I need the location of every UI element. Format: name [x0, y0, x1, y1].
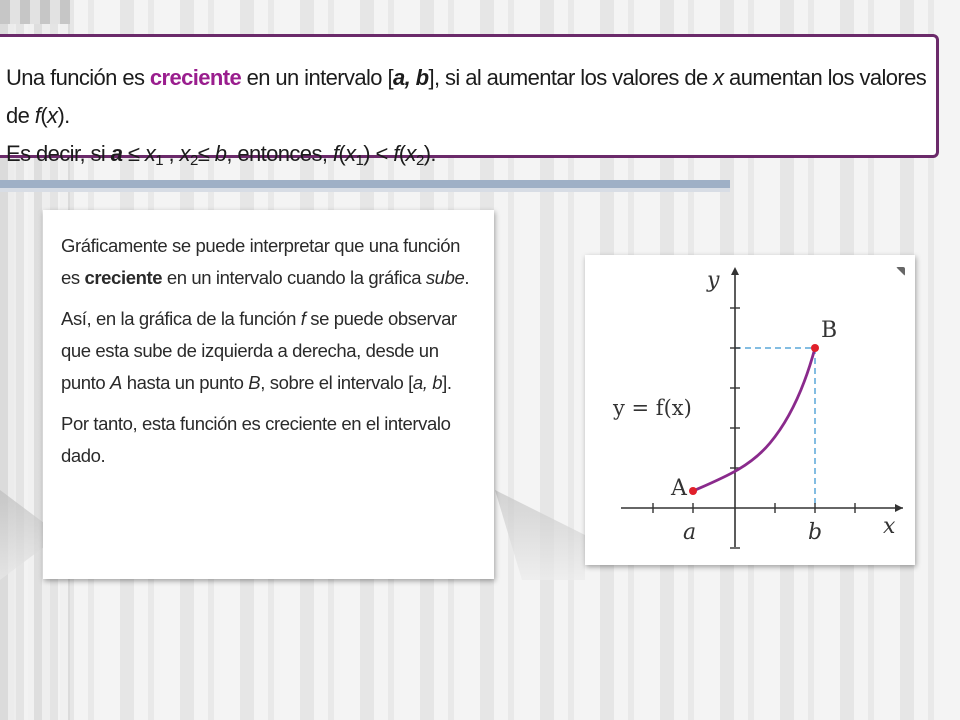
point-B-dot	[811, 344, 819, 352]
y-axis-label: y	[707, 268, 720, 293]
definition-box	[0, 34, 939, 169]
x-axis-label: x	[883, 514, 896, 539]
definition-line-1: Una función es creciente en un intervalo [a, b], si al aumentar los valores de x aumentan los valores de f(x).	[6, 65, 927, 128]
divider-bar	[0, 180, 730, 188]
middle-chevron-decor	[495, 490, 585, 580]
highlight-creciente: creciente	[149, 65, 242, 90]
function-curve	[693, 348, 815, 491]
function-graph	[585, 255, 915, 565]
tick-label-b: b	[808, 520, 823, 545]
point-B-label: B	[821, 318, 838, 343]
explanation-panel	[43, 210, 494, 579]
function-label: y = f(x)	[613, 396, 692, 420]
x-axis-arrow	[895, 504, 903, 512]
graph-panel	[585, 255, 915, 565]
point-A-label: A	[671, 476, 687, 501]
explanation-paragraph-3: Por tanto, esta función es creciente en el intervalo dado.	[61, 413, 451, 466]
tick-label-a: a	[683, 520, 697, 545]
definition-line-2: Es decir, si $a \le x_1$ , $x_2\le b$, entonces, $f(x_1) < f(x_2)$.	[6, 141, 436, 169]
point-A-dot	[689, 487, 697, 495]
explanation-paragraph-1: Gráficamente se puede interpretar que una función es creciente en un intervalo cuando la gráfica sube.	[61, 235, 470, 288]
explanation-paragraph-2: Así, en la gráfica de la función f se puede observar que esta sube de izquierda a derecha, desde un punto A hasta un punto B, sobre el intervalo [a, b].	[61, 308, 457, 393]
y-axis-arrow	[731, 267, 739, 275]
top-decor-strip	[0, 0, 70, 24]
divider-shadow	[0, 188, 730, 192]
